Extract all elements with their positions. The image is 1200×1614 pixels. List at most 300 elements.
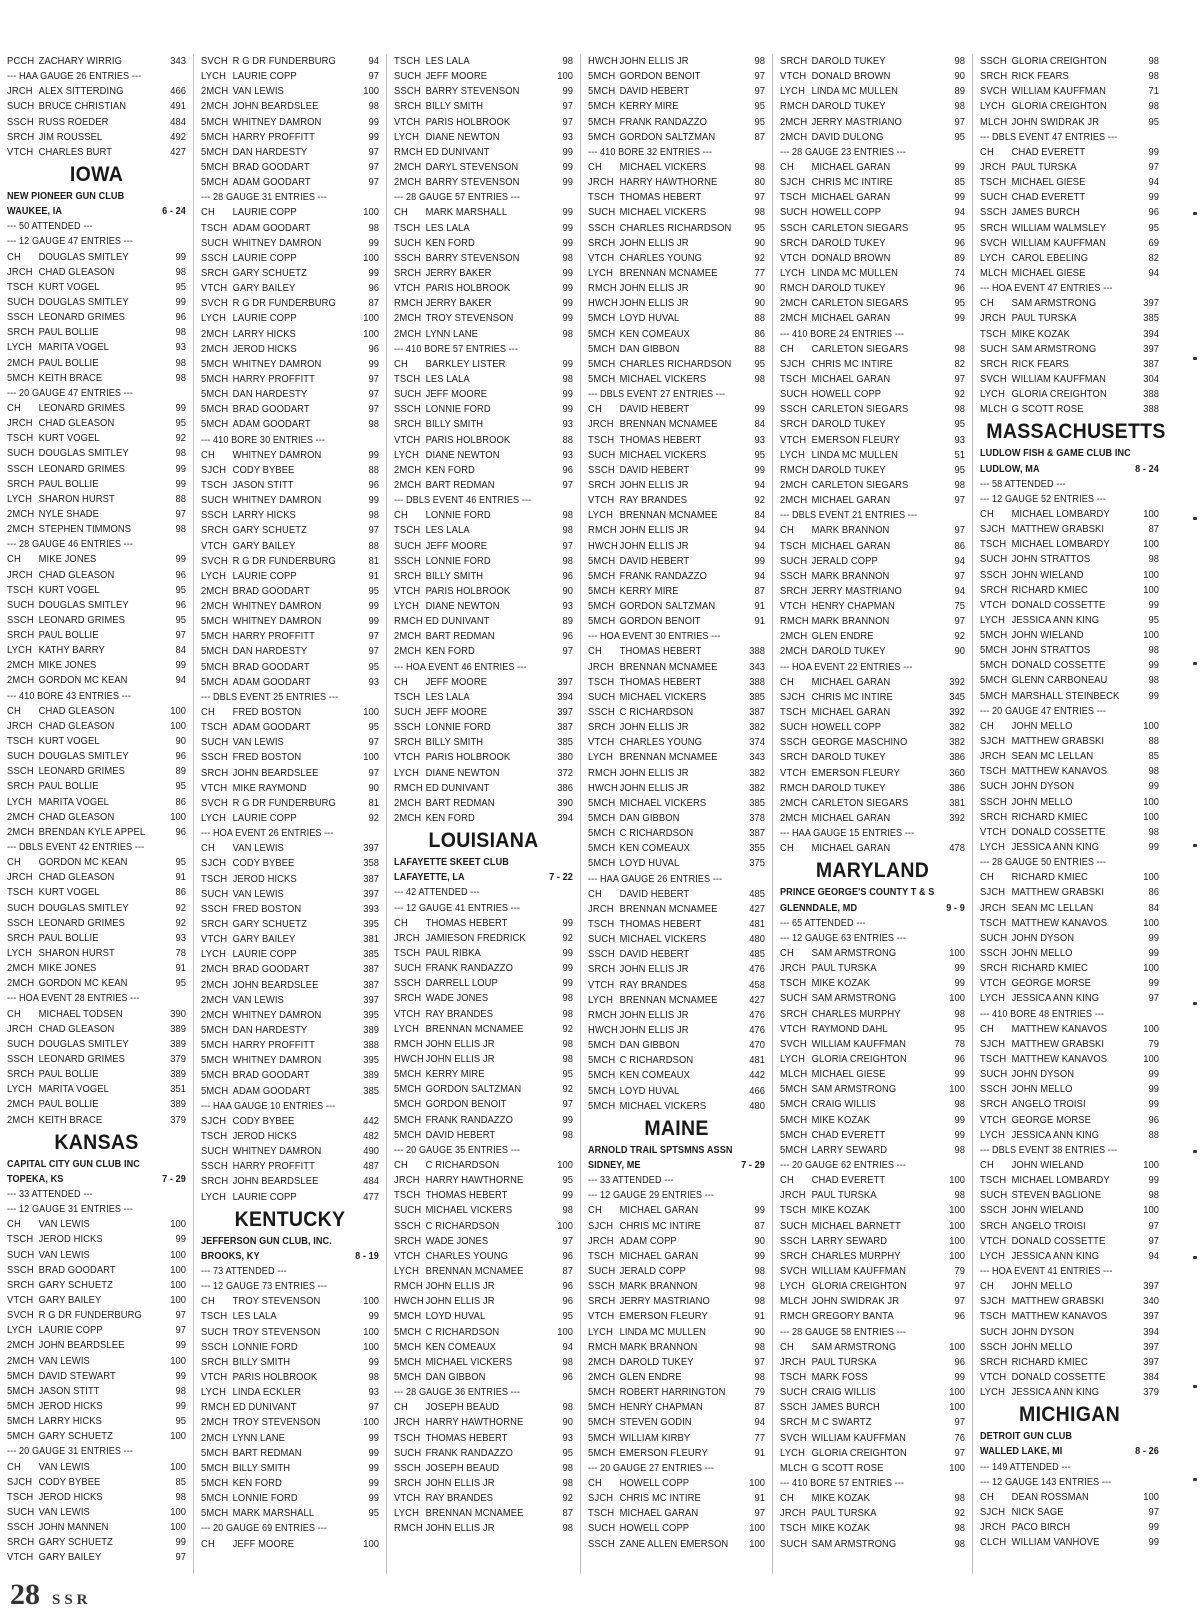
result-row [201, 947, 379, 962]
result-row [201, 660, 379, 675]
shooter-name: WILLIAM KAUFFMAN [1011, 86, 1106, 98]
result-row [7, 916, 186, 931]
result-class: SUCH [980, 1069, 1008, 1081]
result-row [394, 1279, 573, 1294]
event-header [780, 145, 965, 160]
shooter-name: MARK BRANNON [811, 570, 890, 582]
club-info [780, 885, 965, 900]
result-score: 99 [754, 1205, 765, 1217]
shooter-name: JIM ROUSSEL [38, 131, 103, 143]
result-row [588, 221, 765, 236]
shooter-name: MICHAEL VICKERS [619, 691, 707, 703]
result-score: 98 [754, 161, 765, 173]
result-class: 2MCH [201, 1417, 229, 1429]
result-class: SRCH [394, 737, 422, 749]
result-score: 100 [557, 71, 573, 83]
event-header [980, 477, 1159, 492]
result-row [7, 1475, 186, 1490]
result-row [780, 1082, 965, 1097]
result-row [201, 448, 379, 463]
shooter-name: WHITNEY DAMRON [232, 237, 322, 249]
result-class: 5MCH [201, 616, 229, 628]
shooter-name: G SCOTT ROSE [1011, 404, 1084, 416]
result-class: JRCH [588, 903, 614, 915]
result-class: LYCH [201, 813, 227, 825]
result-class: 5MCH [394, 1099, 422, 1111]
result-row [780, 311, 965, 326]
shooter-name: KEITH BRACE [38, 1114, 103, 1126]
result-class: VTCH [780, 767, 807, 779]
event-header [980, 704, 1159, 719]
result-row [780, 1491, 965, 1506]
result-class: 5MCH [588, 1055, 616, 1067]
shooter-name: DONALD COSSETTE [1011, 826, 1106, 838]
result-row [394, 569, 573, 584]
result-row [588, 1506, 765, 1521]
shooter-name: JESSICA ANN KING [1011, 1250, 1100, 1262]
shooter-name: DARRELL LOUP [425, 978, 498, 990]
result-score: 484 [363, 1176, 379, 1188]
shooter-name: RICHARD KMIEC [1011, 1356, 1088, 1368]
result-class: SUCH [7, 1249, 35, 1261]
result-score: 358 [363, 858, 379, 870]
result-class: 5MCH [7, 1431, 35, 1443]
result-row [780, 115, 965, 130]
result-score: 481 [749, 1055, 765, 1067]
result-row [394, 916, 573, 931]
result-score: 100 [1143, 963, 1159, 975]
result-class: SSCH [201, 1341, 228, 1353]
result-class: 2MCH [394, 161, 422, 173]
shooter-name: SAM ARMSTRONG [1011, 298, 1097, 310]
result-score: 100 [1143, 1491, 1159, 1503]
result-class: SUCH [7, 902, 35, 914]
result-score: 97 [368, 646, 379, 658]
result-class: 5MCH [588, 1447, 616, 1459]
shooter-name: JOHN ELLIS JR [425, 1038, 495, 1050]
result-class: 2MCH [780, 495, 808, 507]
shooter-name: LONNIE FORD [232, 1341, 298, 1353]
result-row [394, 781, 573, 796]
shooter-name: WHITNEY DAMRON [232, 616, 322, 628]
result-score: 95 [175, 281, 186, 293]
result-score: 99 [562, 237, 573, 249]
result-row [980, 507, 1159, 522]
result-score: 397 [1143, 1281, 1159, 1293]
club-info-text: GLENNDALE, MD [780, 902, 858, 914]
result-row [394, 266, 573, 281]
result-row [980, 115, 1159, 130]
result-class: TSCH [780, 1371, 807, 1383]
result-score: 386 [949, 752, 965, 764]
result-row [201, 236, 379, 251]
result-class: 5MCH [201, 1462, 229, 1474]
result-row [7, 673, 186, 688]
result-class: LYCH [780, 86, 806, 98]
shooter-name: GLEN ENDRE [811, 631, 874, 643]
event-header-text: --- 410 BORE 30 ENTRIES --- [201, 434, 326, 446]
result-class: 5MCH [588, 843, 616, 855]
result-row [7, 54, 186, 69]
shooter-name: BILLY SMITH [232, 1356, 291, 1368]
result-score: 97 [1148, 993, 1159, 1005]
shooter-name: HARRY HAWTHORNE [425, 1175, 524, 1187]
result-class: VTCH [588, 1311, 615, 1323]
club-info [7, 204, 186, 219]
shooter-name: GLORIA CREIGHTON [1011, 56, 1107, 67]
shooter-name: JOHN SWIDRAK JR [811, 1296, 900, 1308]
result-class: VTCH [780, 601, 807, 613]
shooter-name: JOHN BEARDSLEE [38, 1340, 125, 1352]
result-row [780, 221, 965, 236]
result-class: TSCH [394, 525, 421, 537]
result-row [7, 1550, 186, 1565]
result-class: 5MCH [201, 358, 229, 370]
result-score: 99 [368, 267, 379, 279]
shooter-name: EMERSON FLEURY [811, 767, 900, 779]
shooter-name: BARRY STEVENSON [425, 177, 520, 189]
result-class: TSCH [780, 373, 807, 385]
shooter-name: C RICHARDSON [619, 1055, 694, 1067]
shooter-name: STEVEN GODIN [619, 1417, 692, 1429]
shooter-name: LONNIE FORD [232, 1493, 298, 1505]
result-score: 388 [363, 1040, 379, 1052]
result-row [780, 1113, 965, 1128]
result-row [201, 781, 379, 796]
event-header-text: --- 20 GAUGE 27 ENTRIES --- [588, 1462, 715, 1474]
result-class: 5MCH [780, 1114, 808, 1126]
result-row [980, 342, 1159, 357]
shooter-name: DAROLD TUKEY [811, 782, 886, 794]
result-score: 89 [562, 616, 573, 628]
result-score: 99 [562, 86, 573, 98]
result-row [588, 917, 765, 932]
result-row [780, 811, 965, 826]
result-row [980, 658, 1159, 673]
shooter-name: HOWELL COPP [811, 389, 882, 401]
result-class: 5MCH [201, 1508, 229, 1520]
result-score: 470 [749, 1040, 765, 1052]
result-score: 99 [175, 1340, 186, 1352]
shooter-name: THOMAS HEBERT [619, 434, 702, 446]
shooter-name: THOMAS HEBERT [619, 676, 702, 688]
result-row [7, 1007, 186, 1022]
result-row [780, 841, 965, 856]
result-row [588, 281, 765, 296]
result-row [780, 720, 965, 735]
result-score: 95 [954, 131, 965, 143]
shooter-name: HENRY CHAPMAN [811, 601, 895, 613]
result-class: SRCH [980, 1099, 1008, 1111]
event-header [7, 69, 186, 84]
event-header-text: --- 410 BORE 24 ENTRIES --- [780, 328, 905, 340]
shooter-name: MICHAEL GIESE [1011, 177, 1086, 189]
result-class: SJCH [201, 858, 227, 870]
event-header-text: --- 28 GAUGE 31 ENTRIES --- [201, 192, 328, 204]
shooter-name: JASON STITT [38, 1385, 100, 1397]
shooter-name: MIKE KOZAK [811, 1493, 870, 1505]
event-header [7, 1187, 186, 1202]
result-score: 97 [368, 1402, 379, 1414]
result-row [588, 902, 765, 917]
results-column-2 [194, 54, 387, 1574]
club-info-text: JEFFERSON GUN CLUB, INC. [201, 1235, 332, 1247]
result-class: TSCH [7, 584, 34, 596]
result-class: SUCH [980, 781, 1008, 793]
result-class: SSCH [7, 614, 34, 626]
shooter-name: MARITA VOGEL [38, 1084, 109, 1096]
result-class: JRCH [980, 161, 1006, 173]
shooter-name: BRUCE CHRISTIAN [38, 101, 127, 113]
club-info-text: TOPEKA, KS [7, 1173, 64, 1185]
shooter-name: RICHARD KMIEC [1011, 872, 1088, 884]
result-class: CH [394, 358, 408, 370]
result-row [394, 478, 573, 493]
event-header [588, 872, 765, 887]
result-class: 5MCH [7, 1416, 35, 1428]
result-score: 97 [754, 1508, 765, 1520]
event-header [980, 855, 1159, 870]
result-class: 5MCH [588, 797, 616, 809]
result-row [780, 463, 965, 478]
result-class: 5MCH [588, 1402, 616, 1414]
result-score: 91 [754, 616, 765, 628]
shooter-name: BRENNAN MCNAMEE [425, 1023, 524, 1035]
result-score: 85 [954, 177, 965, 189]
result-row [980, 54, 1159, 69]
result-score: 94 [754, 525, 765, 537]
shooter-name: CARLETON SIEGARS [811, 404, 909, 416]
result-class: LYCH [588, 510, 614, 522]
result-class: CH [980, 1281, 994, 1293]
result-class: SUCH [588, 691, 616, 703]
result-row [7, 416, 186, 431]
result-score: 80 [754, 177, 765, 189]
result-class: 5MCH [588, 328, 616, 340]
result-class: CH [201, 449, 215, 461]
result-score: 84 [754, 419, 765, 431]
result-score: 100 [363, 707, 379, 719]
result-score: 100 [949, 1220, 965, 1232]
result-row [980, 145, 1159, 160]
result-row [780, 690, 965, 705]
result-score: 97 [754, 71, 765, 83]
shooter-name: CHARLES BURT [38, 146, 113, 158]
result-score: 99 [368, 131, 379, 143]
result-class: JRCH [7, 418, 33, 430]
result-score: 92 [954, 631, 965, 643]
result-row [394, 311, 573, 326]
result-score: 96 [954, 1311, 965, 1323]
result-row [780, 1022, 965, 1037]
result-row [201, 644, 379, 659]
result-row [780, 750, 965, 765]
result-row [201, 1370, 379, 1385]
result-row [7, 976, 186, 991]
shooter-name: ADAM GOODART [232, 177, 311, 189]
result-class: SSCH [7, 116, 34, 128]
result-score: 100 [170, 1355, 186, 1367]
result-row [980, 1520, 1159, 1535]
shooter-name: BRENNAN MCNAMEE [619, 994, 718, 1006]
shooter-name: THOMAS HEBERT [425, 917, 508, 929]
shooter-name: ADAM COPP [619, 1235, 677, 1247]
result-class: 5MCH [980, 675, 1008, 687]
result-row [780, 478, 965, 493]
shooter-name: GORDON MC KEAN [38, 675, 128, 687]
result-class: 2MCH [201, 101, 229, 113]
result-row [588, 478, 765, 493]
club-info-text: NEW PIONEER GUN CLUB [7, 190, 125, 202]
result-class: SSCH [780, 222, 807, 234]
result-row [980, 1309, 1159, 1324]
result-row [7, 552, 186, 567]
result-class: 5MCH [201, 131, 229, 143]
shooter-name: SAM ARMSTRONG [811, 948, 897, 960]
shooter-name: DAVID HEBERT [619, 86, 690, 98]
result-class: LYCH [980, 1250, 1006, 1262]
result-class: CH [201, 707, 215, 719]
result-class: VTCH [980, 1235, 1007, 1247]
event-header-text: --- 12 GAUGE 29 ENTRIES --- [588, 1190, 715, 1202]
club-info [7, 1172, 186, 1187]
result-row [7, 583, 186, 598]
result-score: 98 [1148, 554, 1159, 566]
result-score: 100 [749, 1538, 765, 1550]
shooter-name: DAVID HEBERT [619, 888, 690, 900]
result-score: 96 [562, 631, 573, 643]
shooter-name: LARRY SEWARD [811, 1144, 888, 1156]
result-row [394, 175, 573, 190]
result-score: 98 [175, 372, 186, 384]
shooter-name: MICHAEL LOMBARDY [1011, 1175, 1110, 1187]
result-row [780, 584, 965, 599]
shooter-name: PAUL BOLLIE [38, 1069, 99, 1081]
shooter-name: GLORIA CREIGHTON [811, 1447, 907, 1459]
result-score: 351 [170, 1084, 186, 1096]
result-row [588, 539, 765, 554]
result-row [780, 190, 965, 205]
edge-mark [1193, 1385, 1197, 1388]
shooter-name: C RICHARDSON [619, 828, 694, 840]
result-score: 98 [1148, 766, 1159, 778]
shooter-name: KERRY MIRE [425, 1069, 485, 1081]
result-score: 97 [368, 737, 379, 749]
result-score: 481 [749, 919, 765, 931]
result-score: 99 [368, 116, 379, 128]
result-class: VTCH [394, 116, 421, 128]
result-score: 77 [754, 267, 765, 279]
event-header-text: --- HAA GAUGE 15 ENTRIES --- [780, 828, 915, 840]
result-score: 388 [749, 646, 765, 658]
shoot-date: 8 - 24 [1135, 463, 1159, 475]
result-score: 100 [949, 993, 965, 1005]
result-class: SRCH [201, 767, 229, 779]
result-row [980, 160, 1159, 175]
result-class: MLCH [780, 1462, 808, 1474]
result-class: SJCH [780, 358, 806, 370]
shooter-name: KURT VOGEL [38, 433, 100, 445]
result-row [201, 932, 379, 947]
result-score: 89 [954, 86, 965, 98]
shooter-name: MICHAEL VICKERS [619, 449, 707, 461]
result-row [980, 1219, 1159, 1234]
shooter-name: JERALD COPP [811, 555, 878, 567]
shooter-name: BRENDAN KYLE APPEL [38, 826, 146, 838]
result-score: 100 [1143, 584, 1159, 596]
result-class: 5MCH [588, 555, 616, 567]
result-row [394, 1203, 573, 1218]
shooter-name: MARSHALL STEINBECK [1011, 690, 1120, 702]
shooter-name: JOHN BEARDSLEE [232, 1176, 319, 1188]
result-class: JRCH [980, 313, 1006, 325]
result-class: SSCH [201, 510, 228, 522]
event-header [394, 342, 573, 357]
shooter-name: DAROLD TUKEY [811, 101, 886, 113]
result-class: HWCH [588, 1025, 618, 1036]
club-info [201, 1234, 379, 1249]
result-class: 2MCH [7, 675, 35, 687]
result-score: 92 [562, 1493, 573, 1505]
shooter-name: KEITH BRACE [38, 372, 103, 384]
result-class: 2MCH [7, 524, 35, 536]
event-header-text: --- HAA GAUGE 26 ENTRIES --- [588, 873, 723, 885]
result-class: CH [780, 843, 794, 855]
shooter-name: KEN FORD [425, 464, 475, 476]
shooter-name: PARIS HOLBROOK [425, 283, 511, 295]
shooter-name: R G DR FUNDERBURG [38, 1310, 142, 1322]
result-class: 2MCH [201, 1009, 229, 1021]
shooter-name: JOHN MELLO [1011, 1341, 1073, 1353]
result-row [201, 387, 379, 402]
result-row [588, 251, 765, 266]
event-header [980, 492, 1159, 507]
result-row [980, 1082, 1159, 1097]
result-row [780, 296, 965, 311]
result-class: SRCH [394, 1235, 422, 1247]
event-header-text: --- 410 BORE 57 ENTRIES --- [780, 1477, 905, 1489]
result-score: 98 [954, 1144, 965, 1156]
result-score: 95 [954, 298, 965, 310]
result-class: HWCH [394, 1054, 424, 1065]
result-class: JRCH [394, 1175, 420, 1187]
result-score: 99 [368, 1432, 379, 1444]
result-class: SRCH [201, 1356, 229, 1368]
result-class: LYCH [201, 1387, 227, 1399]
result-score: 99 [1148, 1537, 1159, 1549]
result-row [7, 1248, 186, 1263]
result-score: 99 [175, 554, 186, 566]
result-class: 5MCH [201, 1070, 229, 1082]
club-info [394, 855, 573, 870]
shooter-name: MIKE KOZAK [811, 1114, 870, 1126]
club-info-text: BROOKS, KY [201, 1250, 260, 1262]
result-class: LYCH [201, 1191, 227, 1203]
result-score: 97 [954, 616, 965, 628]
shooter-name: HOWELL COPP [811, 207, 882, 219]
shooter-name: JEROD HICKS [232, 343, 297, 355]
result-class: 5MCH [780, 1099, 808, 1111]
result-score: 96 [368, 343, 379, 355]
result-row [7, 280, 186, 295]
result-score: 94 [954, 207, 965, 219]
result-class: SSCH [394, 722, 421, 734]
result-row [588, 311, 765, 326]
result-class: 2MCH [394, 177, 422, 189]
result-class: 2MCH [394, 646, 422, 658]
result-row [7, 931, 186, 946]
result-score: 97 [175, 630, 186, 642]
